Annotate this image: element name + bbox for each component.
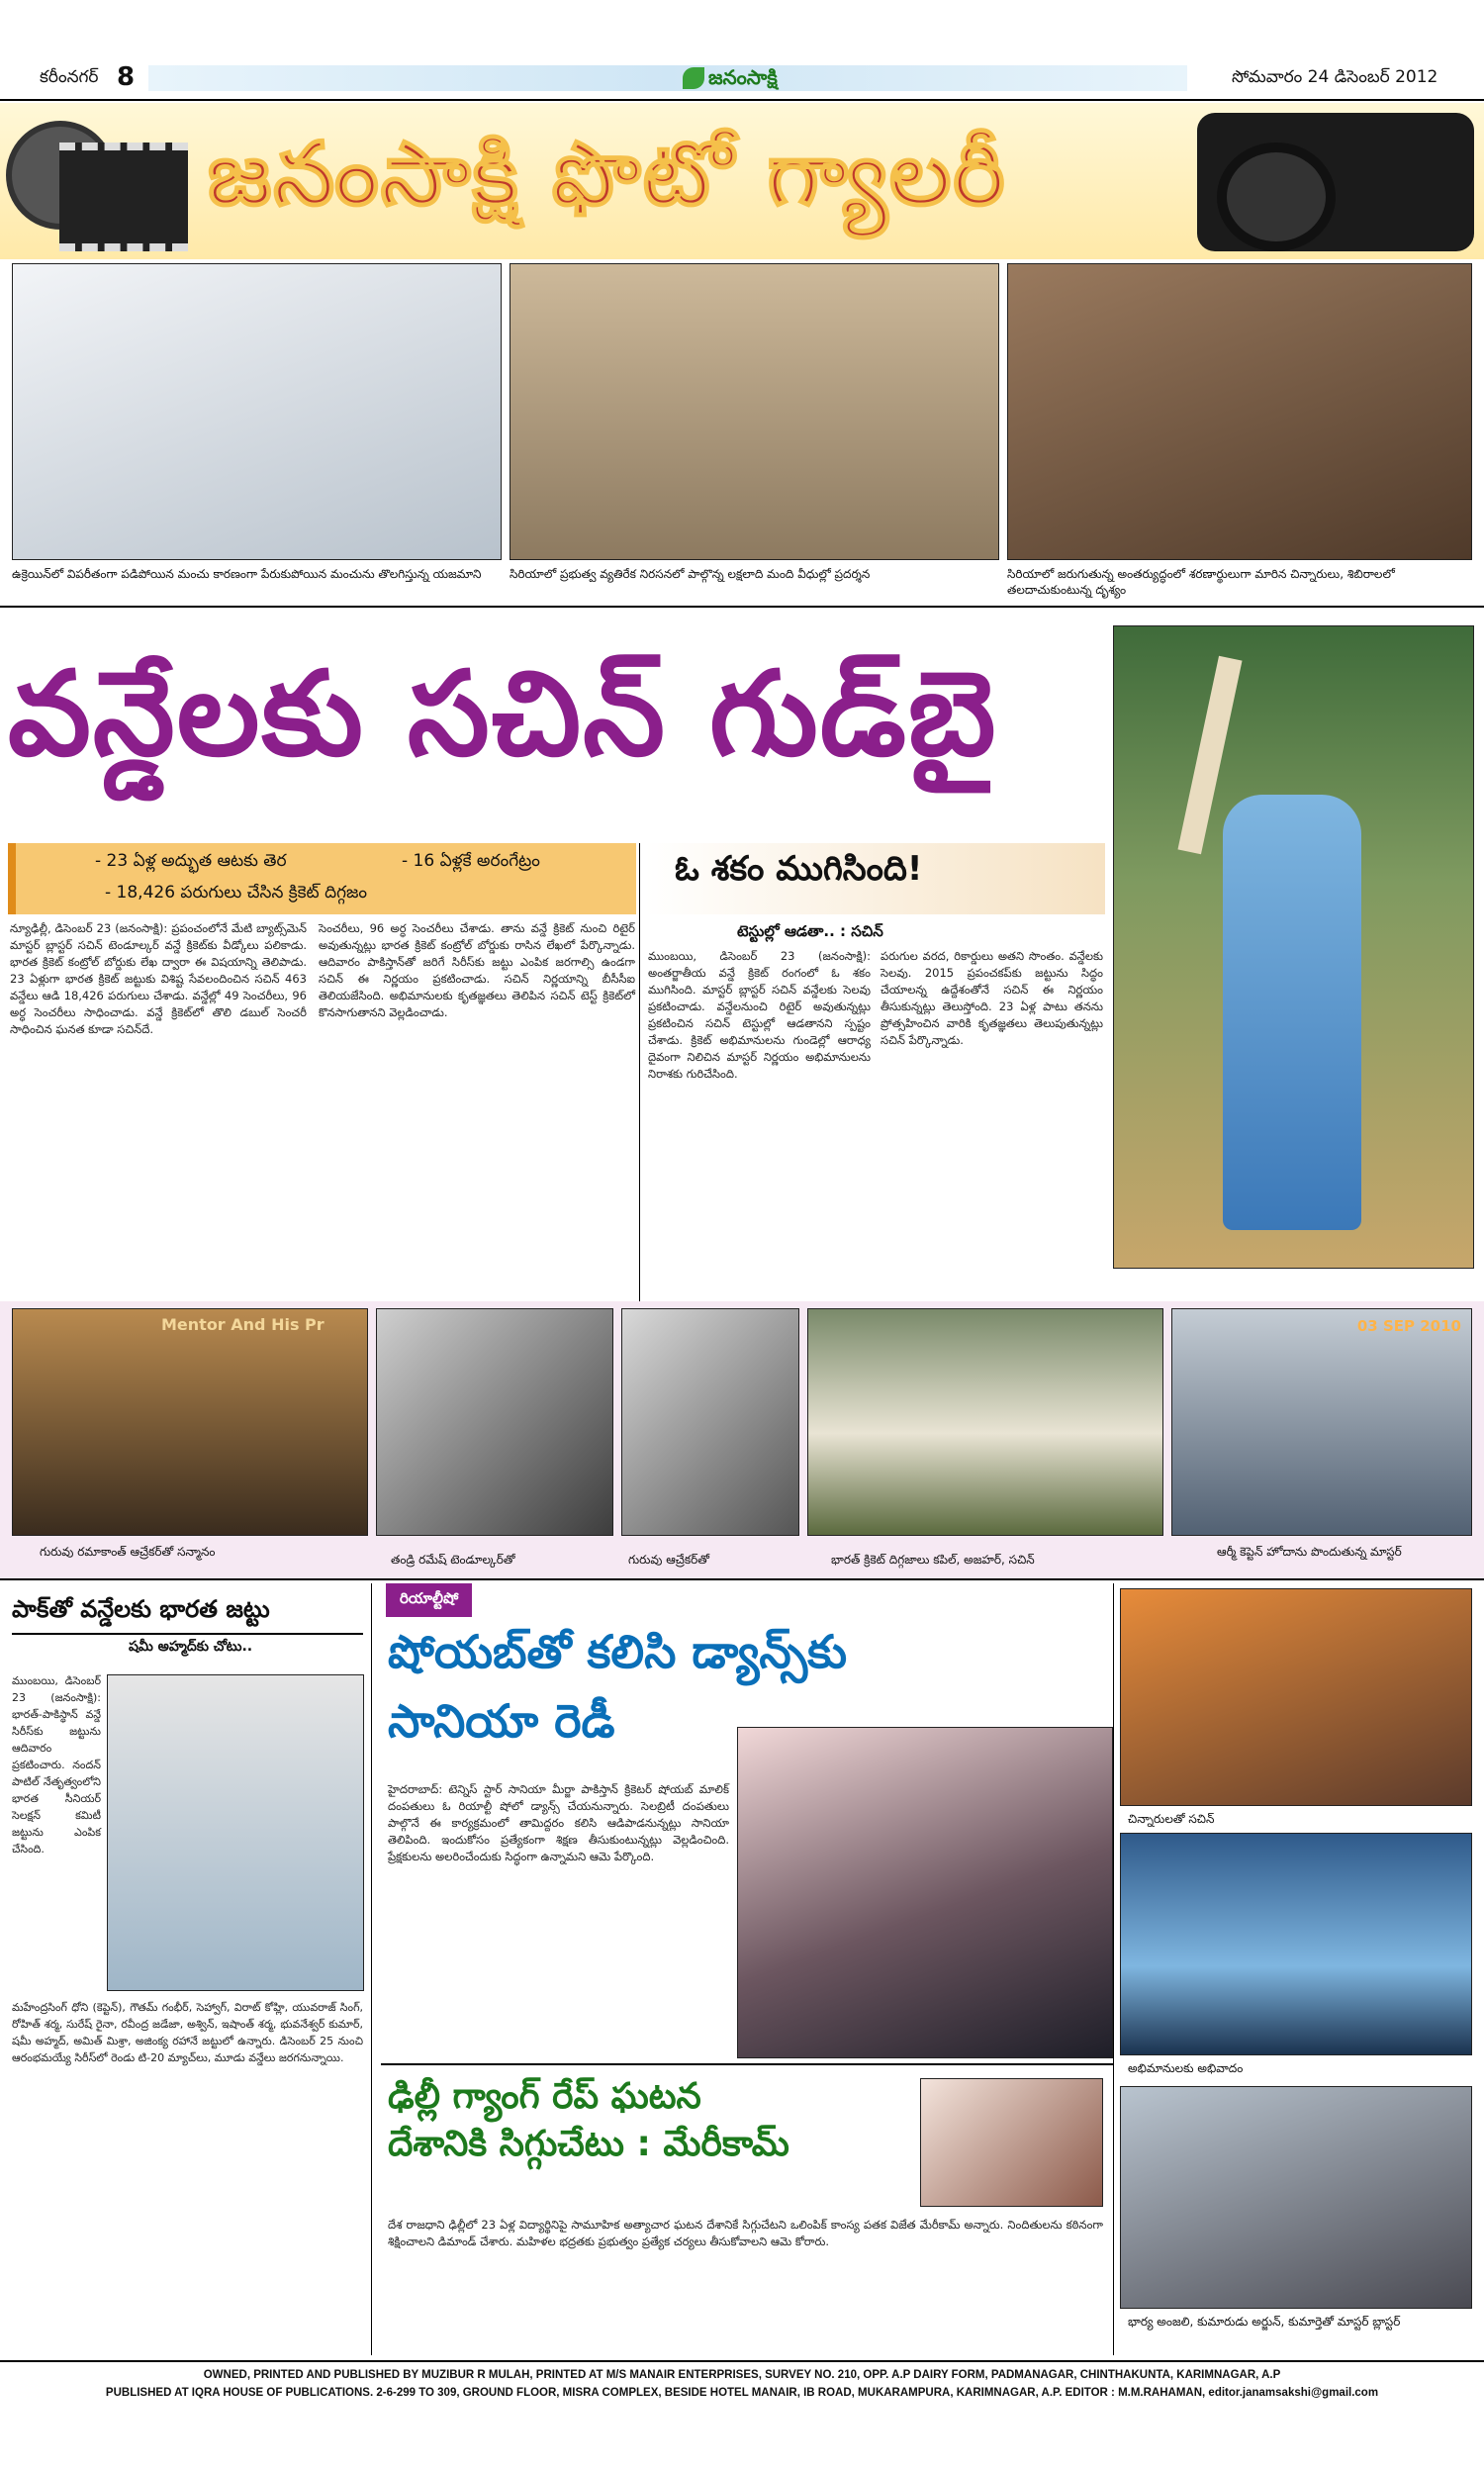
pak-story-body-top: ముంబయి, డిసెంబర్ 23 (జనంసాక్షి): భారత్-పాకిస్థాన్ వన్డే సిరీస్‌కు జట్టును ఆదివారం ప్రకటించారు. నందన్ పాటిల్ నేతృత్వంలోని భారత సీనియర్ సెలక్షన్ కమిటీ జట్టును ఎంపిక చేసింది.	[12, 1674, 101, 1856]
photo-with-father	[376, 1308, 613, 1536]
lead-column-3: ముంబయి, డిసెంబర్ 23 (జనంసాక్షి): అంతర్జాతీయ వన్డే క్రికెట్ రంగంలో ఓ శకం ముగిసింది. మాస్టర్ బ్లాస్టర్ సచిన్ వన్డేలకు సెలవు ప్రకటించాడు. వన్డేలనుంచి రిటైర్ అవుతున్నట్లు ప్రకటించిన సచిన్ టెస్టుల్లో ఆడతానని స్పష్టం చేశాడు. క్రికెట్ అభిమానులను గుండెల్లో ఆరాధ్య దైవంగా నిలిచిన మాస్టర్ నిర్ణయం అభిమానులను నిరాశకు గురిచేసింది.	[648, 949, 871, 1081]
lead-column-2: సెంచరీలు, 96 అర్ధ సెంచరీలు చేశాడు. తాను వన్డే క్రికెట్ నుంచి రిటైర్ అవుతున్నట్లు భారత క్రికెట్ కంట్రోల్ బోర్డుకు రాసిన లేఖలో పేర్కొన్నాడు. ఆదివారం పాకిస్తాన్‌తో జరిగే సిరీస్‌కు జట్టు ఎంపిక జరగాల్సి ఉండగా సచిన్ ఈ నిర్ణయం ప్రకటించాడు. సచిన్ నిర్ణయాన్ని బీసీసీఐ తెలియజేసింది. అభిమానులకు కృతజ్ఞతలు తెలిపిన సచిన్ టెస్ట్ క్రికెట్‌లో కొనసాగుతానని వెల్లడించాడు.	[319, 921, 635, 1019]
pak-story-headline: పాక్‌తో వన్డేలకు భారత జట్టు	[12, 1595, 363, 1635]
edition-label: కరీంనగర్	[40, 67, 99, 87]
footer-imprint-line2: PUBLISHED AT IQRA HOUSE OF PUBLICATIONS. 2-6-299 TO 309, GROUND FLOOR, MISRA COMPLEX, BESIDE HOTEL MANAIR, IB ROAD, MUKARAMPURA, KARIMNAGAR, A.P. EDITOR : M.M.RAHAMAN, editor.janamsakshi@gmail.com	[105, 2387, 1379, 2399]
lead-column-4: పరుగుల వరద, రికార్డులు అతని సొంతం. వన్డేలకు సెలవు. 2015 ప్రపంచకప్‌కు జట్టును సిద్ధం చేయాలన్న ఉద్దేశంతోనే సచిన్ ఈ నిర్ణయం తీసుకున్నట్లు తెలుస్తోంది. 23 ఏళ్ల పాటు తనను ప్రోత్సహించిన వారికి కృతజ్ఞతలు తెలుపుతున్నట్లు సచిన్ పేర్కొన్నాడు.	[881, 949, 1103, 1047]
caption-air-force-honour: ఆర్మీ కెప్టెన్ హోదాను పొందుతున్న మాస్టర్	[1217, 1545, 1402, 1559]
photo-sachin-children	[1120, 1588, 1472, 1806]
reality-show-tag: రియాల్టీషో	[386, 1583, 472, 1617]
delhi-body: దేశ రాజధాని ఢిల్లీలో 23 ఏళ్ల విద్యార్థినిపై సామూహిక అత్యాచార ఘటన దేశానికే సిగ్గుచేటని ఒలింపిక్ కాంస్య పతక విజేత మేరీకామ్ అన్నారు. నిందితులను కఠినంగా శిక్షించాలని డిమాండ్ చేశారు. మహిళల భద్రతకు ప్రభుత్వం ప్రత్యేక చర్యలు తీసుకోవాలని ఆమె కోరారు.	[388, 2218, 1103, 2248]
photo-air-force-honour	[1171, 1308, 1472, 1536]
caption-sachin-family: భార్య అంజలి, కుమారుడు అర్జున్, కుమార్తెతో మాస్టర్ బ్లాస్టర్	[1128, 2315, 1401, 2329]
page-number: 8	[117, 62, 136, 92]
gallery-bottom-rule	[0, 606, 1484, 608]
caption-sachin-children: చిన్నారులతో సచిన్	[1128, 1812, 1215, 1826]
gallery-banner	[0, 103, 1484, 259]
header-band	[148, 65, 1187, 91]
film-strip	[59, 143, 188, 251]
caption-sachin-salute: అభిమానులకు అభివాదం	[1128, 2061, 1244, 2075]
footer-rule	[0, 2360, 1484, 2362]
photo-sachin-salute	[1120, 1833, 1472, 2055]
date-stamp: 03 SEP 2010	[1356, 1317, 1461, 1335]
photo-protest-crowd	[510, 263, 999, 560]
camera-lens	[1217, 143, 1336, 251]
footer-imprint-line1: OWNED, PRINTED AND PUBLISHED BY MUZIBUR R MULAH, PRINTED AT M/S MANAIR ENTERPRISES, SURVEY NO. 210, OPP. A.P DAIRY FORM, PADMANAGAR, CHINTHAKUNTA, KARIMNAGAR, A.P	[203, 2369, 1281, 2381]
photo-mary-kom	[920, 2078, 1103, 2207]
highlight-2: - 16 ఏళ్లకే అరంగేట్రం	[402, 851, 540, 871]
masthead-rule	[0, 99, 1484, 101]
camera-icon	[1197, 113, 1474, 251]
caption-refugee-children: సిరియాలో జరుగుతున్న అంతర్యుద్ధంలో శరణార్థులుగా మారిన చిన్నారులు, శిబిరాలలో తలదాచుకుంటున్న దృశ్యం	[1007, 567, 1395, 597]
caption-protest-crowd: సిరియాలో ప్రభుత్వ వ్యతిరేక నిరసనలో పాల్గొన్న లక్షలాది మంది వీధుల్లో ప్రదర్శన	[510, 567, 871, 581]
sub-story-subtitle: టెస్టుల్లో ఆడతా.. : సచిన్	[737, 922, 883, 940]
photo-felicitation	[12, 1308, 368, 1536]
caption-felicitation: గురువు రమాకాంత్ ఆచ్రేకర్‌తో సన్మానం	[40, 1545, 216, 1559]
photo-sachin-raising-bat	[1113, 625, 1474, 1269]
highlight-1: - 23 ఏళ్ల అద్భుత ఆటకు తెర	[95, 851, 287, 871]
delhi-headline-line1: ఢిల్లీ గ్యాంగ్ రేప్ ఘటన	[388, 2076, 701, 2117]
highlights-box	[8, 843, 636, 914]
photo-cricket-legends	[807, 1308, 1163, 1536]
masthead	[0, 59, 1484, 99]
strip-bottom-rule	[0, 1578, 1484, 1580]
lead-divider	[639, 843, 640, 1308]
photo-refugee-children	[1007, 263, 1472, 560]
sub-story-title-box	[645, 843, 1105, 914]
photo-shami-bowling	[107, 1674, 364, 1991]
photo-with-coach	[621, 1308, 799, 1536]
delhi-headline-line2: దేశానికి సిగ్గుచేటు : మేరీకామ్	[388, 2124, 789, 2164]
highlight-3: - 18,426 పరుగులు చేసిన క్రికెట్ దిగ్గజం	[105, 883, 368, 903]
gallery-title: జనంసాక్షి ఫొటో గ్యాలరీ	[208, 123, 1007, 225]
reality-bottom-rule	[381, 2063, 1113, 2065]
reality-headline-line1: షోయబ్‌తో కలిసి డ్యాన్స్‌కు	[388, 1625, 848, 1678]
logo-icon	[683, 67, 704, 89]
pak-story-body-bottom: మహేంద్రసింగ్ ధోని (కెప్టెన్), గౌతమ్ గంభీర్, సెహ్వాగ్, విరాట్ కోహ్లి, యువరాజ్ సింగ్, రోహిత్ శర్మ, సురేష్ రైనా, రవీంద్ర జడేజా, అశ్విన్, ఇషాంత్ శర్మ, భువనేశ్వర్ కుమార్, షమీ అహ్మద్, అమిత్ మిశ్రా, అజింక్య రహానే జట్టులో ఉన్నారు. డిసెంబర్ 25 నుంచి ఆరంభమయ్యే సిరీస్‌లో రెండు టి-20 మ్యాచ్‌లు, మూడు వన్డేలు జరగనున్నాయి.	[12, 2001, 363, 2064]
photo-sachin-family	[1120, 2086, 1472, 2309]
publication-logo: జనంసాక్షి	[708, 65, 778, 89]
photo-sania-shoaib	[737, 1727, 1113, 2058]
caption-with-coach: గురువు ఆచ్రేకర్‌తో	[628, 1553, 709, 1567]
pak-divider	[371, 1583, 372, 2355]
issue-date: సోమవారం 24 డిసెంబర్ 2012	[1232, 67, 1438, 87]
reality-headline-line2: సానియా రెడీ	[388, 1694, 615, 1748]
banner-overlay-text: Mentor And His Pr	[161, 1315, 325, 1334]
lead-headline: వన్డేలకు సచిన్ గుడ్‌బై	[8, 645, 998, 782]
pak-story-subhead: షమీ అహ్మద్‌కు చోటు..	[129, 1639, 253, 1655]
caption-with-father: తండ్రి రమేష్ టెండూల్కర్‌తో	[391, 1553, 515, 1567]
sachin-figure	[1223, 795, 1361, 1230]
sub-story-title: ఓ శకం ముగిసింది!	[675, 849, 923, 889]
right-column-divider	[1113, 1583, 1114, 2355]
reality-body: హైదరాబాద్: టెన్నిస్ స్టార్ సానియా మీర్జా పాకిస్తాన్ క్రికెటర్ షోయబ్ మాలిక్ దంపతులు ఓ రియాల్టీ షోలో డ్యాన్స్ చేయనున్నారు. సెలబ్రిటీ దంపతులు పాల్గొనే ఈ కార్యక్రమంలో తామిద్దరం కలిసి ఆడిపాడనున్నట్లు సానియా తెలిపింది. ఇందుకోసం ప్రత్యేకంగా శిక్షణ తీసుకుంటున్నట్లు వెల్లడించింది. ప్రేక్షకులను అలరించేందుకు సిద్ధంగా ఉన్నామని ఆమె పేర్కొంది.	[388, 1782, 729, 1863]
caption-snow-car: ఉక్రెయిన్‌లో విపరీతంగా పడిపోయిన మంచు కారణంగా పేరుకుపోయిన మంచును తొలగిస్తున్న యజమాని	[12, 567, 482, 581]
photo-snow-car	[12, 263, 502, 560]
caption-cricket-legends: భారత్ క్రికెట్ దిగ్గజాలు కపిల్, అజహర్, సచిన్	[831, 1553, 1035, 1567]
lead-column-1: న్యూఢిల్లీ, డిసెంబర్ 23 (జనంసాక్షి): ప్రపంచంలోనే మేటి బ్యాట్స్‌మెన్ మాస్టర్ బ్లాస్టర్ సచిన్ టెండూల్కర్ వన్డే క్రికెట్‌కు వీడ్కోలు పలికాడు. భారత క్రికెట్ కంట్రోల్ బోర్డుకు లేఖ ద్వారా ఈ విషయాన్ని తెలిపాడు. 23 ఏళ్లుగా భారత క్రికెట్ జట్టుకు విశిష్ట సేవలందించిన సచిన్ 463 వన్డేలు ఆడి 18,426 పరుగులు చేశాడు. వన్డేల్లో 49 సెంచరీలు, 96 అర్ధ సెంచరీలు సాధించాడు. వన్డే క్రికెట్‌లో తొలి డబుల్ సెంచరీ సాధించిన ఘనత కూడా సచిన్‌దే.	[10, 921, 307, 1036]
